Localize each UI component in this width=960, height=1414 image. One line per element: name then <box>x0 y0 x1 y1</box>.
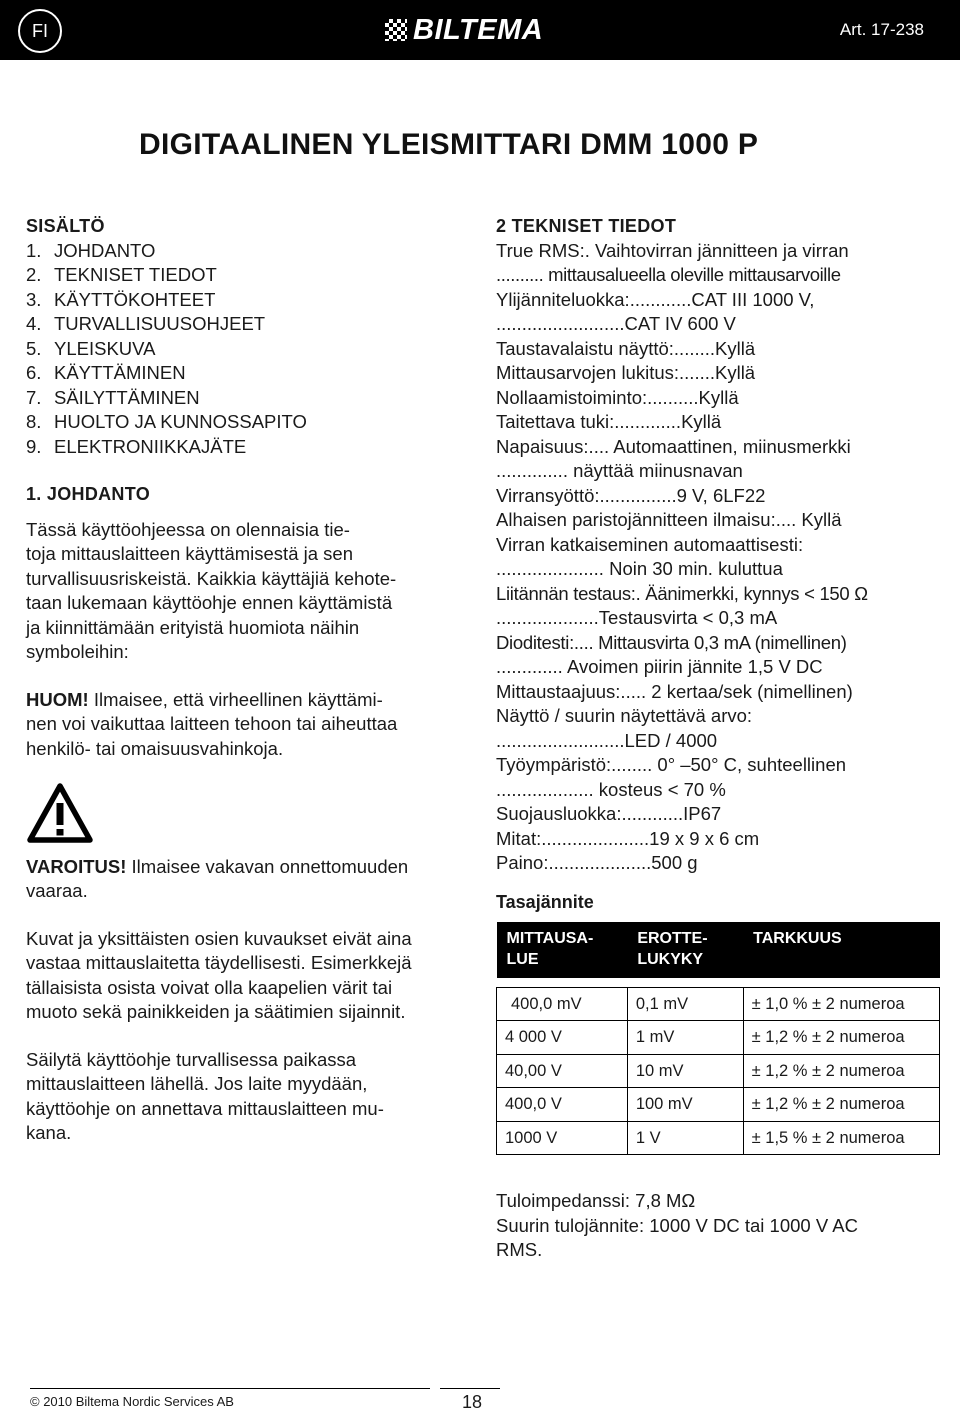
column-header-accuracy: TARKKUUS <box>743 922 939 978</box>
toc-item: 7. SÄILYTTÄMINEN <box>26 386 200 408</box>
spec-line: True RMS:. Vaihtovirran jännitteen ja virran <box>496 239 849 261</box>
varoitus-label: VAROITUS! <box>26 855 127 877</box>
biltema-logo <box>385 14 543 46</box>
table-row: 1000 V 1 V ± 1,5 % ± 2 numeroa <box>497 1121 940 1155</box>
spec-line: ................... kosteus < 70 % <box>496 778 726 800</box>
spec-line: .........................LED / 4000 <box>496 729 718 751</box>
article-number: Art. 17-238 <box>839 20 924 39</box>
spec-line: Suojausluokka:............IP67 <box>496 803 722 824</box>
spec-line: ....................Testausvirta < 0,3 mA <box>496 607 778 628</box>
toc-item: 6. KÄYTTÄMINEN <box>26 362 186 383</box>
language-badge: FI <box>18 9 62 53</box>
page-title: DIGITAALINEN YLEISMITTARI DMM 1000 P <box>139 128 759 161</box>
section-heading-specs: 2 TEKNISET TIEDOT <box>496 216 677 236</box>
table-row: 40,00 V 10 mV ± 1,2 % ± 2 numeroa <box>497 1054 940 1088</box>
input-impedance: Tuloimpedanssi: 7,8 MΩ <box>496 1190 696 1211</box>
footer-divider <box>30 1388 430 1389</box>
intro-paragraph: Tässä käyttöohjeessa on olennaisia tie- toja mittauslaitteen käyttämisestä ja sen turvallisuusriskeistä. Kaikkia käyttäjiä kehote- taan lukemaan käyttöohje ennen käyttämistä ja kiinnittämään erityistä huomiota näihin symboleihin: <box>26 518 397 662</box>
page-number-divider <box>440 1388 500 1389</box>
table-row: 400,0 V 100 mV ± 1,2 % ± 2 numeroa <box>497 1088 940 1122</box>
table-header-row <box>497 922 940 978</box>
column-header-range: MITTAUSA- LUE <box>497 922 628 978</box>
spec-line: Ylijänniteluokka:............CAT III 1000 V, <box>496 288 815 310</box>
spec-line: Liitännän testaus:. Äänimerkki, kynnys < 150 Ω <box>496 582 868 604</box>
spec-line: .............. näyttää miinusnavan <box>496 460 743 481</box>
spec-list <box>496 239 946 876</box>
column-header-resolution: EROTTE- LUKYKY <box>627 922 743 978</box>
spec-line: Työympäristö:........ 0° –50° C, suhteellinen <box>496 754 847 775</box>
warning-triangle-icon <box>26 782 94 844</box>
table-row: 4 000 V 1 mV ± 1,2 % ± 2 numeroa <box>497 1021 940 1055</box>
spec-line: .......... mittausalueella oleville mittausarvoille <box>496 264 841 285</box>
input-notes: Tuloimpedanssi: 7,8 MΩ Suurin tulojännite: 1000 V DC tai 1000 V AC RMS. <box>496 1189 946 1263</box>
header-bar <box>0 0 960 60</box>
huom-label: HUOM! <box>26 688 89 710</box>
toc-item: 4. TURVALLISUUSOHJEET <box>26 313 266 334</box>
varoitus-note: VAROITUS! Ilmaisee vakavan onnettomuuden vaaraa. <box>26 855 409 901</box>
spec-line: ............. Avoimen piirin jännite 1,5 V DC <box>496 656 823 677</box>
illustration-disclaimer-paragraph: Kuvat ja yksittäisten osien kuvaukset eivät aina vastaa mittauslaitetta täydellisesti. Esimerkkejä tällaisista osista voivat olla kaapelien värit tai muoto sekä painikkeiden ja säätimien sijainnit. <box>26 927 412 1022</box>
spec-line: Dioditesti:.... Mittausvirta 0,3 mA (nimellinen) <box>496 631 847 653</box>
spec-line: Paino:....................500 g <box>496 852 698 873</box>
brand-name: BILTEMA <box>413 13 544 46</box>
huom-note: HUOM! Ilmaisee, että virheellinen käyttämi- nen voi vaikuttaa laitteen tehoon tai aiheuttaa henkilö- tai omaisuusvahinkoja. <box>26 688 398 759</box>
spec-line: Alhaisen paristojännitteen ilmaisu:.... Kyllä <box>496 509 842 530</box>
section-heading-intro: 1. JOHDANTO <box>26 484 150 504</box>
toc-item: 2. TEKNISET TIEDOT <box>26 264 217 285</box>
checkered-flag-icon <box>385 19 407 41</box>
dc-voltage-heading: Tasajännite <box>496 891 594 912</box>
toc-item: 9. ELEKTRONIIKKAJÄTE <box>26 435 247 457</box>
spec-line: Mitat:.....................19 x 9 x 6 cm <box>496 827 760 849</box>
right-column <box>496 214 946 1263</box>
spec-line: Mittaustaajuus:..... 2 kertaa/sek (nimellinen) <box>496 680 853 702</box>
max-input-voltage: Suurin tulojännite: 1000 V DC tai 1000 V AC <box>496 1214 859 1236</box>
table-of-contents <box>26 239 466 460</box>
spec-line: .........................CAT IV 600 V <box>496 313 736 334</box>
spec-line: Virran katkaiseminen automaattisesti: <box>496 533 804 555</box>
toc-item: 8. HUOLTO JA KUNNOSSAPITO <box>26 411 307 432</box>
left-column <box>26 214 466 1146</box>
spec-line: Taitettava tuki:.............Kyllä <box>496 411 722 432</box>
spec-line: Mittausarvojen lukitus:.......Kyllä <box>496 362 756 383</box>
spec-line: Taustavalaistu näyttö:........Kyllä <box>496 337 756 359</box>
spec-line: Virransyöttö:...............9 V, 6LF22 <box>496 484 766 506</box>
toc-item: 1. JOHDANTO <box>26 239 156 261</box>
dc-accuracy-table <box>496 922 940 1155</box>
spec-line: Napaisuus:.... Automaattinen, miinusmerkki <box>496 435 851 457</box>
page-number: 18 <box>462 1392 483 1412</box>
storage-paragraph: Säilytä käyttöohje turvallisessa paikassa mittauslaitteen lähellä. Jos laite myydään, käyttöohje on annettava mittauslaitteen mu- kana. <box>26 1048 384 1143</box>
toc-item: 5. YLEISKUVA <box>26 337 156 359</box>
footer-copyright: © 2010 Biltema Nordic Services AB <box>30 1394 234 1409</box>
toc-item: 3. KÄYTTÖKOHTEET <box>26 288 216 310</box>
spec-line: Näyttö / suurin näytettävä arvo: <box>496 705 753 726</box>
toc-heading: SISÄLTÖ <box>26 216 105 236</box>
table-row: 400,0 mV 0,1 mV ± 1,0 % ± 2 numeroa <box>497 987 940 1021</box>
spec-line: ..................... Noin 30 min. kuluttua <box>496 558 783 579</box>
spec-line: Nollaamistoiminto:..........Kyllä <box>496 386 739 408</box>
